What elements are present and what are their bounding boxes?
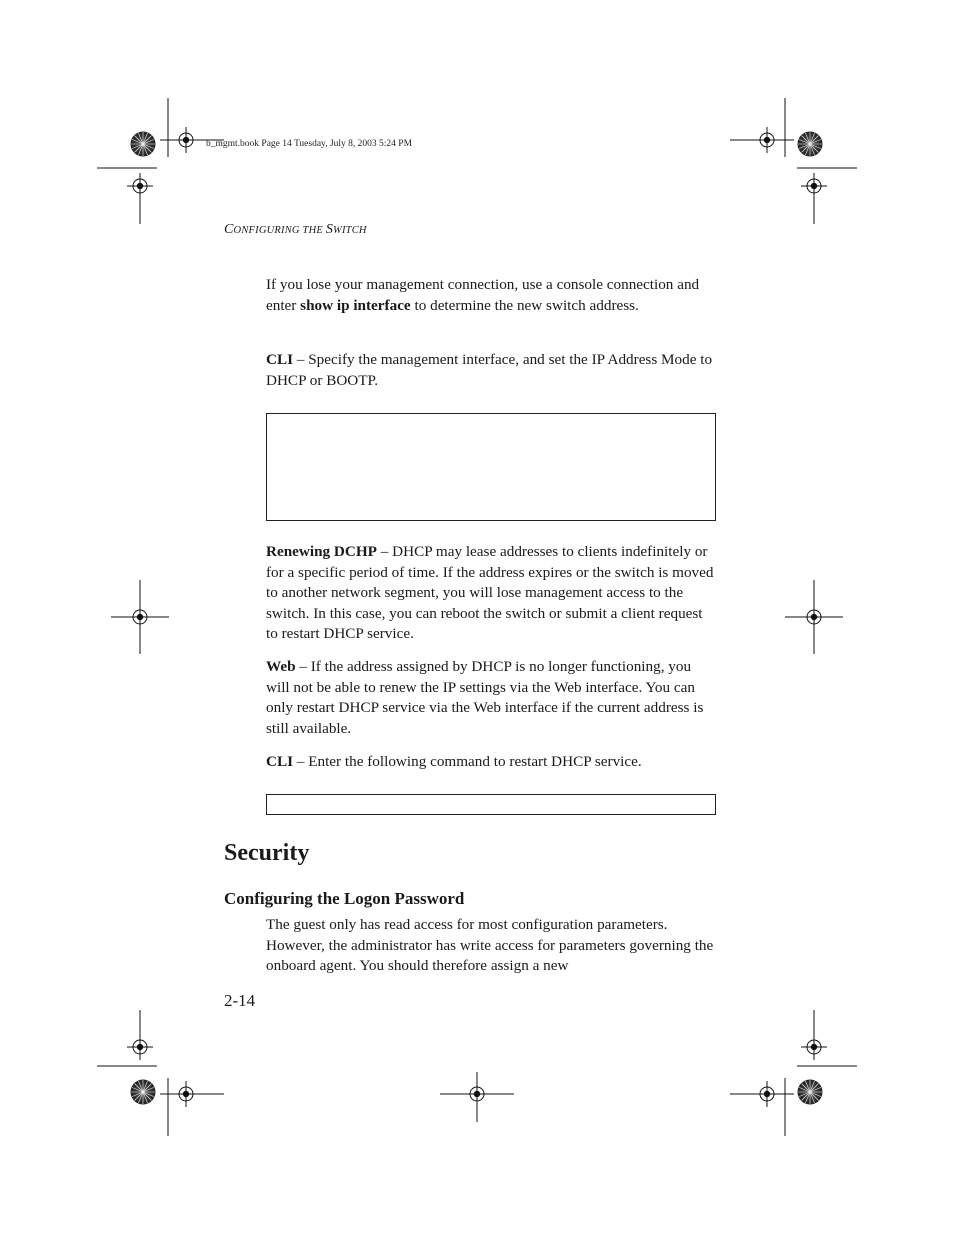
web-label: Web — [266, 658, 296, 675]
paragraph-cli-restart — [266, 752, 718, 773]
paragraph-lost-connection — [266, 275, 718, 316]
subsection-heading-logon-password: Configuring the Logon Password — [224, 889, 465, 908]
command-show-ip-interface: show ip interface — [300, 296, 411, 314]
paragraph-guest-access: The guest only has read access for most configuration parameters. However, the administrator has write access for parameters governing the onboard agent. You should therefore assign a new — [266, 916, 714, 974]
paragraph-cli-dhcp-mode — [266, 350, 718, 391]
para2-text: – Specify the management interface, and set the IP Address Mode to DHCP or BOOTP. — [266, 351, 713, 389]
running-head — [224, 222, 367, 238]
running-head-witch: WITCH — [333, 225, 367, 236]
paragraph-web — [266, 657, 718, 739]
cli-label: CLI — [266, 351, 294, 368]
section-heading-security: Security — [224, 840, 310, 866]
para1-text-a: If you lose your management connection, use a console connection and enter — [266, 276, 700, 314]
para3-text: – DHCP may lease addresses to clients indefinitely or for a specific period of time. If the address expires or the switch is moved to another network segment, you will lose management access to the switch. In this case, you can reboot the switch or submit a client request to restart DHCP service. — [266, 543, 714, 642]
para1-text-b: to determine the new switch address. — [410, 296, 639, 314]
para4-text: – If the address assigned by DHCP is no longer functioning, you will not be able to renew the IP settings via the Web interface. You can only restart DHCP service via the Web interface if the current address is still available. — [266, 658, 704, 737]
renewing-dhcp-label: Renewing DCHP — [266, 543, 377, 560]
command-example-box — [266, 413, 716, 521]
paragraph-renewing-dhcp — [266, 542, 718, 645]
running-head-c: C — [224, 222, 234, 237]
running-head-s: S — [325, 222, 334, 237]
command-restart-box — [266, 794, 716, 815]
para5-text: – Enter the following command to restart DHCP service. — [293, 753, 642, 770]
page-number: 2-14 — [224, 991, 256, 1010]
running-head-onfiguring: ONFIGURING — [233, 225, 300, 236]
cli-label: CLI — [266, 753, 294, 770]
running-head-the: THE — [299, 225, 326, 236]
print-slug: b_mgmt.book Page 14 Tuesday, July 8, 2003 5:24 PM — [206, 139, 413, 149]
